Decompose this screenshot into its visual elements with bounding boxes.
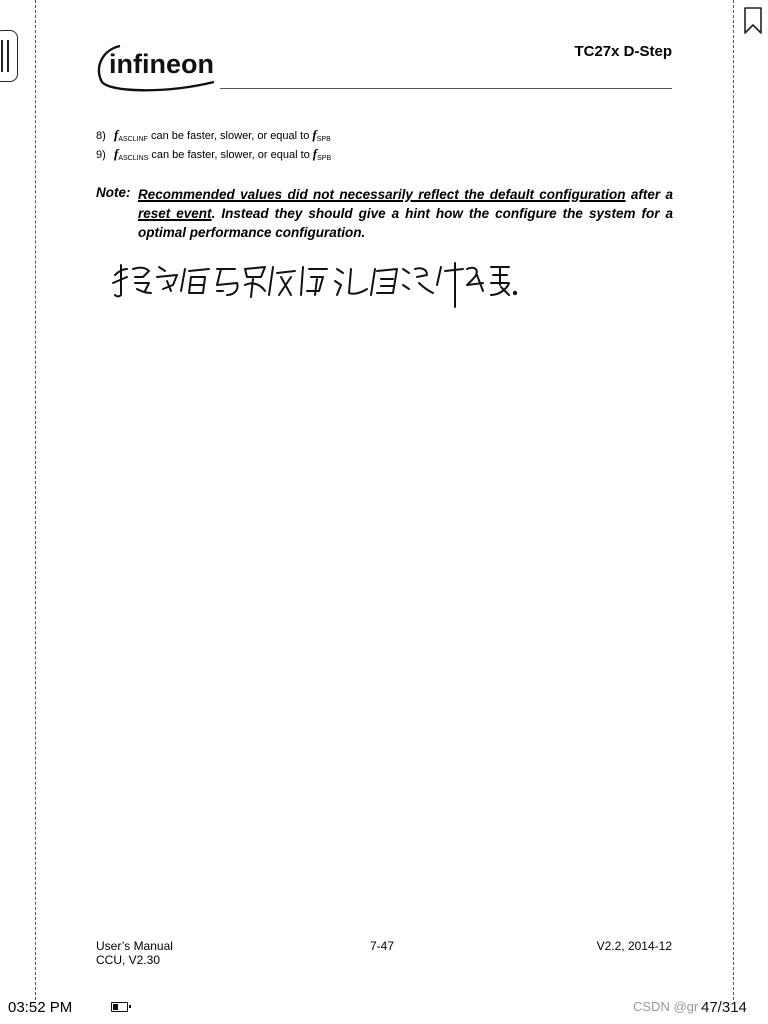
sidebar-toggle-button[interactable] [0, 30, 18, 82]
infineon-logo [94, 38, 222, 94]
watermark: CSDN @gr [633, 999, 699, 1014]
note-highlight-2: reset event [138, 206, 212, 221]
page-counter[interactable]: 47/314 [701, 999, 747, 1016]
footer-page-number: 7-47 [370, 939, 395, 953]
page-edge-right [733, 0, 734, 1000]
battery-icon [111, 1002, 128, 1012]
svg-text:infineon: infineon [109, 49, 214, 79]
footnote-9: 9) $f_{ASCLINS}$ can be faster, slower, or equal to $f_{SPB}$ [96, 146, 332, 162]
footnote-8: 8) $f_{ASCLINF}$ can be faster, slower, or equal to $f_{SPB}$ [96, 127, 331, 143]
handwritten-annotation [105, 255, 525, 320]
bookmark-icon[interactable] [742, 6, 764, 36]
header-rule [220, 88, 672, 89]
footer-manual-info: User’s Manual CCU, V2.30 [96, 939, 173, 967]
footer-version: V2.2, 2014-12 [596, 939, 672, 953]
page-edge-left [35, 0, 36, 1000]
document-title: TC27x D-Step [574, 43, 672, 60]
note-text: Recommended values did not necessarily reflect the default configuration after a reset event. Instead they should give a hint how the configure the system for a optimal performance configuration. [138, 187, 673, 240]
note-highlight-1: Recommended values did not necessarily reflect the default configuration [138, 187, 626, 202]
note-label: Note: [96, 185, 131, 200]
status-time: 03:52 PM [8, 999, 73, 1016]
